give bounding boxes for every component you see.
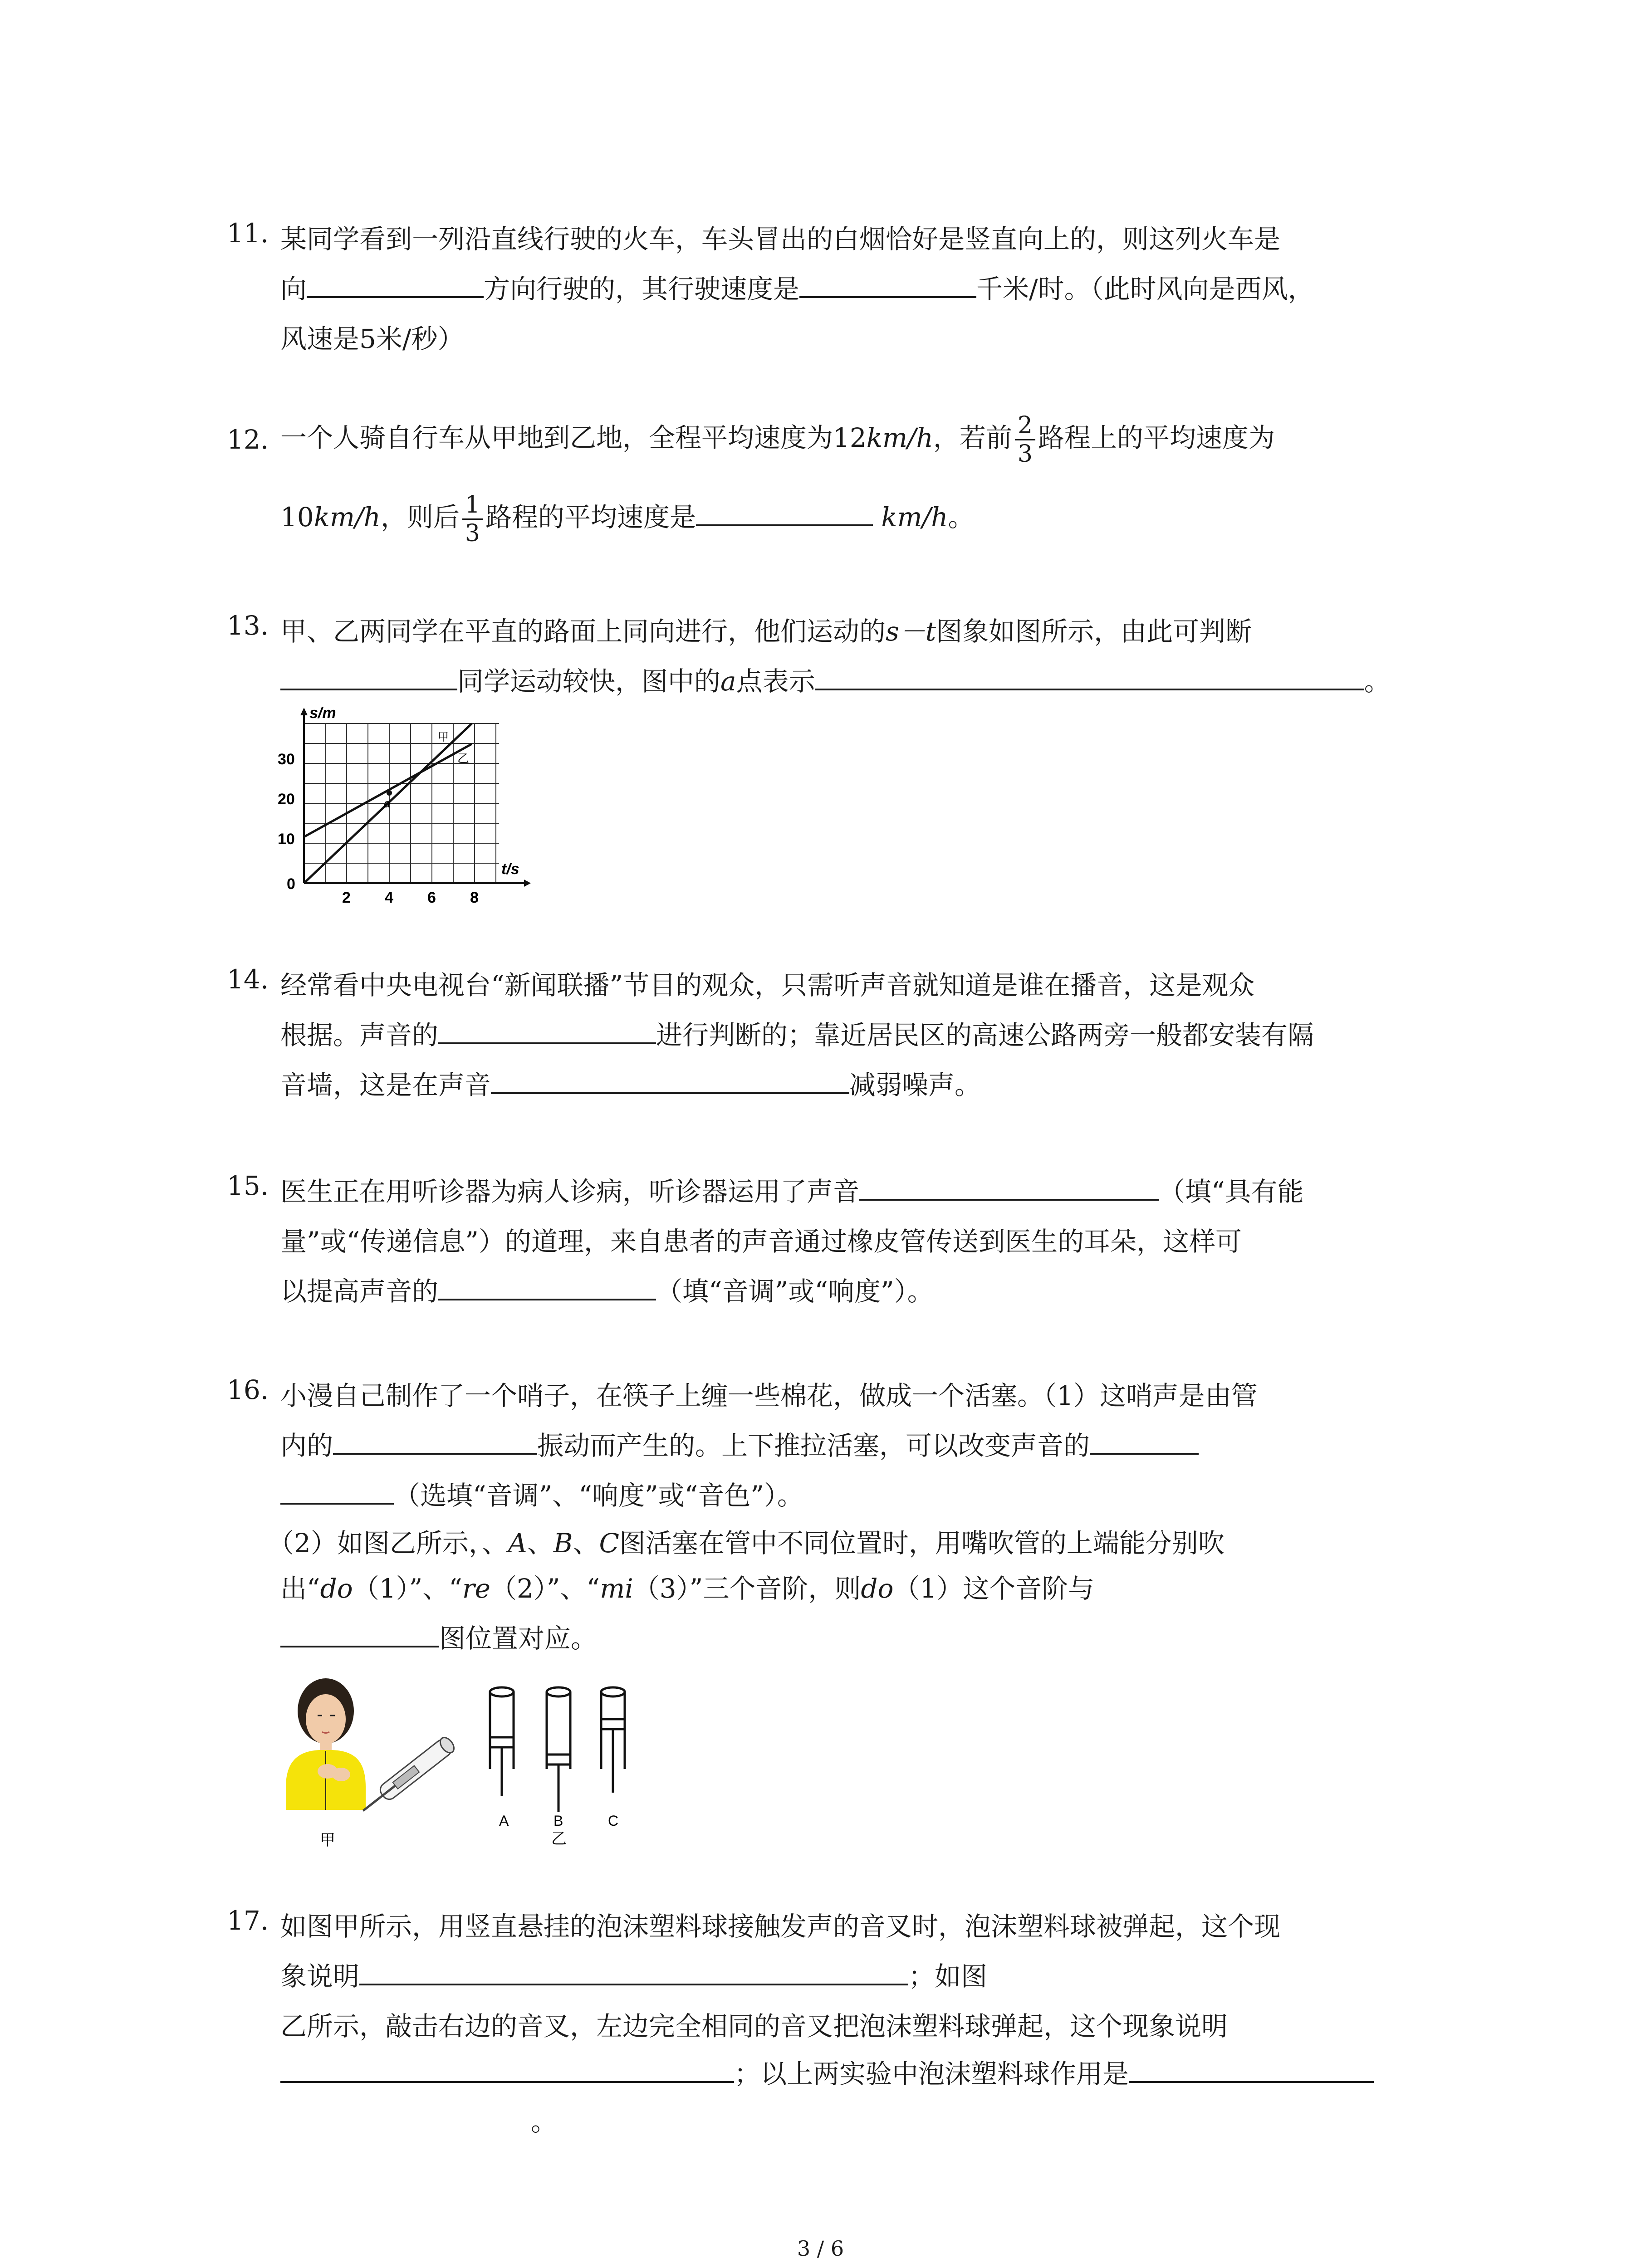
graph-ylabel: s/m bbox=[309, 705, 336, 722]
q16-figure-jia bbox=[277, 1674, 458, 1855]
tube-b bbox=[547, 1687, 570, 1812]
q16-blank-figure[interactable] bbox=[280, 1618, 439, 1647]
q16-figure-yi bbox=[481, 1674, 635, 1846]
x-tick-4: 4 bbox=[385, 889, 393, 906]
q15-line2: 量”或“传递信息”）的道理，来自患者的声音通过橡皮管传送到医生的耳朵，这样可 bbox=[280, 1226, 1242, 1257]
q15-blank-use[interactable] bbox=[859, 1171, 1159, 1201]
y-tick-0: 0 bbox=[287, 875, 295, 893]
q11-blank-direction[interactable] bbox=[307, 268, 484, 298]
q16-line1: 小漫自己制作了一个哨子，在筷子上缠一些棉花，做成一个活塞。（1）这哨声是由管 bbox=[280, 1380, 1258, 1411]
x-tick-8: 8 bbox=[470, 889, 479, 906]
tube-c-label: C bbox=[608, 1813, 619, 1829]
tube-a-label: A bbox=[499, 1813, 509, 1829]
q16-line5: 出“do（1）”、“re（2）”、“mi（3）”三个音阶，则do（1）这个音阶与 bbox=[280, 1573, 1095, 1604]
q13-line2: 同学运动较快，图中的a点表示 。 bbox=[280, 660, 1391, 698]
q14-blank-property[interactable] bbox=[438, 1014, 656, 1044]
q17-line5: 。 bbox=[531, 2106, 558, 2137]
q12-fraction-two-thirds: $\frac{2}{3}$ bbox=[1015, 412, 1035, 468]
tube-c bbox=[601, 1687, 625, 1793]
q16-line4: （2）如图乙所示，、A、B、C图活塞在管中不同位置时，用嘴吹管的上端能分别吹 bbox=[268, 1528, 1225, 1559]
q15-number: 15. bbox=[227, 1170, 269, 1201]
q17-line1: 如图甲所示，用竖直悬挂的泡沫塑料球接触发声的音叉时，泡沫塑料球被弹起，这个现 bbox=[280, 1911, 1281, 1942]
graph-xlabel: t/s bbox=[501, 860, 519, 878]
figure-yi-label: 乙 bbox=[551, 1830, 567, 1846]
q15-line1: 医生正在用听诊器为病人诊病，听诊器运用了声音 （填“具有能 bbox=[280, 1170, 1304, 1208]
q13-blank-student[interactable] bbox=[280, 660, 457, 690]
q12-line1: 一个人骑自行车从甲地到乙地，全程平均速度为12km/h，若前 $\frac{2}{3}$ 路程上的平均速度为 bbox=[280, 412, 1275, 468]
q17-blank-explain-1[interactable] bbox=[359, 1955, 908, 1985]
q16-line3: （选填“音调”、“响度”或“音色”）。 bbox=[280, 1474, 803, 1512]
jia-label: 甲 bbox=[438, 731, 449, 743]
q16-blank-vibrating[interactable] bbox=[333, 1425, 537, 1455]
q12-blank-speed[interactable] bbox=[696, 496, 873, 526]
q12-number: 12. bbox=[227, 424, 269, 455]
q15-blank-property[interactable] bbox=[438, 1271, 656, 1300]
q11-blank-speed[interactable] bbox=[799, 268, 976, 298]
q16-blank-change-a[interactable] bbox=[1090, 1425, 1199, 1455]
y-tick-20: 20 bbox=[278, 791, 295, 808]
x-tick-6: 6 bbox=[427, 889, 436, 906]
q11-line2: 向 方向行驶的，其行驶速度是 千米/时。（此时风向是西风， bbox=[280, 268, 1314, 306]
y-tick-30: 30 bbox=[278, 751, 295, 768]
q17-line2: 象说明 ；如图 bbox=[280, 1955, 987, 1993]
q17-blank-role[interactable] bbox=[1129, 2053, 1374, 2083]
page-number: 3 / 6 bbox=[797, 2236, 844, 2261]
q12-fraction-one-third: $\frac{1}{3}$ bbox=[462, 491, 483, 547]
q16-blank-change-b[interactable] bbox=[280, 1475, 394, 1505]
q13-st-graph bbox=[277, 705, 531, 914]
q14-blank-stage[interactable] bbox=[491, 1064, 849, 1094]
q14-line2: 根据。声音的 进行判断的；靠近居民区的高速公路两旁一般都安装有隔 bbox=[280, 1014, 1314, 1052]
point-a-label: a bbox=[384, 797, 391, 810]
q14-number: 14. bbox=[227, 964, 269, 995]
q17-line4: ；以上两实验中泡沫塑料球作用是 bbox=[280, 2053, 1374, 2091]
q14-line1: 经常看中央电视台“新闻联播”节目的观众，只需听声音就知道是谁在播音，这是观众 bbox=[280, 970, 1255, 1001]
q13-line1: 甲、乙两同学在平直的路面上同向进行，他们运动的s－t图象如图所示，由此可判断 bbox=[280, 616, 1252, 647]
q11-number: 11. bbox=[227, 218, 269, 249]
q11-line3: 风速是5米/秒） bbox=[280, 323, 464, 354]
x-tick-2: 2 bbox=[342, 889, 351, 906]
q13-number: 13. bbox=[227, 610, 269, 641]
q12-line2: 10km/h，则后 $\frac{1}{3}$ 路程的平均速度是 km/h。 bbox=[280, 491, 975, 547]
q17-blank-explain-2[interactable] bbox=[280, 2053, 734, 2083]
tube-a bbox=[490, 1687, 514, 1796]
q11-line1: 某同学看到一列沿直线行驶的火车，车头冒出的白烟恰好是竖直向上的，则这列火车是 bbox=[280, 224, 1281, 254]
q17-number: 17. bbox=[227, 1905, 269, 1936]
q14-line3: 音墙，这是在声音 减弱噪声。 bbox=[280, 1064, 981, 1102]
girl-face bbox=[306, 1694, 346, 1744]
q17-line3: 乙所示，敲击右边的音叉，左边完全相同的音叉把泡沫塑料球弹起，这个现象说明 bbox=[280, 2011, 1228, 2042]
q16-number: 16. bbox=[227, 1374, 269, 1405]
q16-line2: 内的 振动而产生的。上下推拉活塞，可以改变声音的 bbox=[280, 1424, 1199, 1462]
yi-label: 乙 bbox=[457, 752, 470, 765]
q13-blank-point-meaning[interactable] bbox=[815, 660, 1364, 690]
y-tick-10: 10 bbox=[278, 831, 295, 848]
tube-b-label: B bbox=[554, 1813, 563, 1829]
q15-line3: 以提高声音的 （填“音调”或“响度”）。 bbox=[280, 1270, 934, 1308]
intersection-point bbox=[387, 790, 392, 796]
figure-jia-label: 甲 bbox=[320, 1832, 335, 1849]
q16-line6: 图位置对应。 bbox=[280, 1617, 597, 1655]
